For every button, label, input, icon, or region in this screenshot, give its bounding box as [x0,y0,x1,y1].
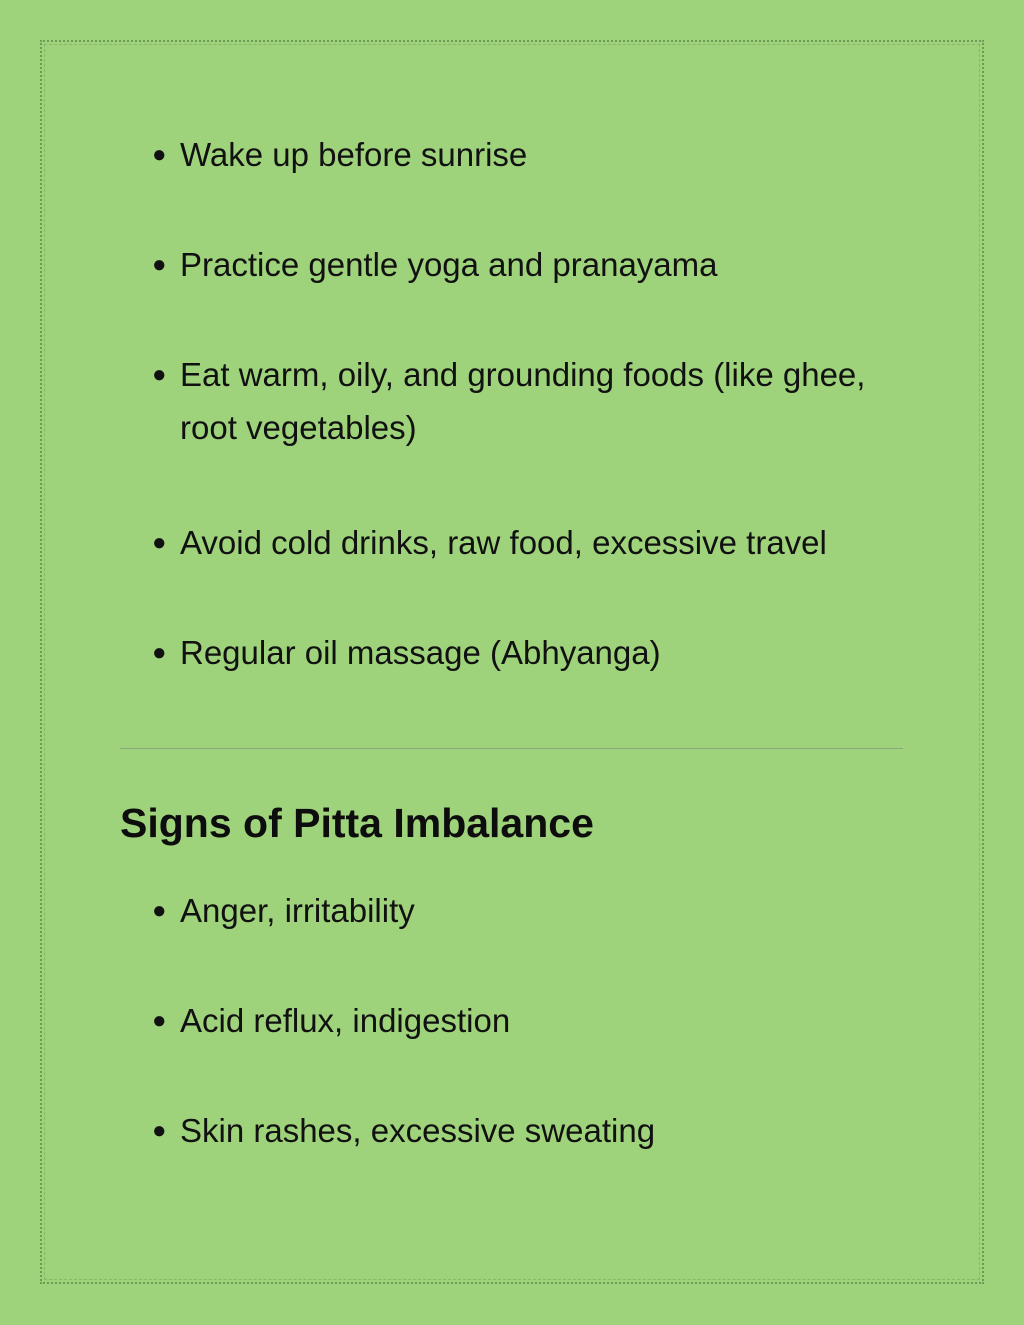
list-item [152,884,912,937]
list-item [152,1104,912,1157]
list-item [152,238,912,291]
list-item [152,994,912,1047]
list-item-text: Avoid cold drinks, raw food, excessive travel [180,524,827,561]
bullet-icon: ● [152,529,167,556]
list-item-text: Wake up before sunrise [180,136,528,173]
bullet-icon: ● [152,1007,167,1034]
bullet-icon: ● [152,251,167,278]
list-item-text: Eat warm, oily, and grounding foods (like ghee, root vegetables) [180,356,866,446]
section-heading: Signs of Pitta Imbalance [120,800,594,846]
list-item-text: Anger, irritability [180,892,415,929]
list-item [152,516,912,569]
pitta-signs-list [152,884,912,1214]
bullet-icon: ● [152,361,167,388]
list-item-text: Skin rashes, excessive sweating [180,1112,656,1149]
list-item [152,348,912,454]
list-item-text: Regular oil massage (Abhyanga) [180,634,661,671]
bullet-icon: ● [152,141,167,168]
section-divider [120,748,903,749]
bullet-icon: ● [152,1117,167,1144]
list-item-text: Practice gentle yoga and pranayama [180,246,718,283]
list-item-text: Acid reflux, indigestion [180,1002,511,1039]
vata-tips-list [152,128,912,736]
bullet-icon: ● [152,639,167,666]
list-item [152,626,912,679]
bullet-icon: ● [152,897,167,924]
list-item [152,128,912,181]
